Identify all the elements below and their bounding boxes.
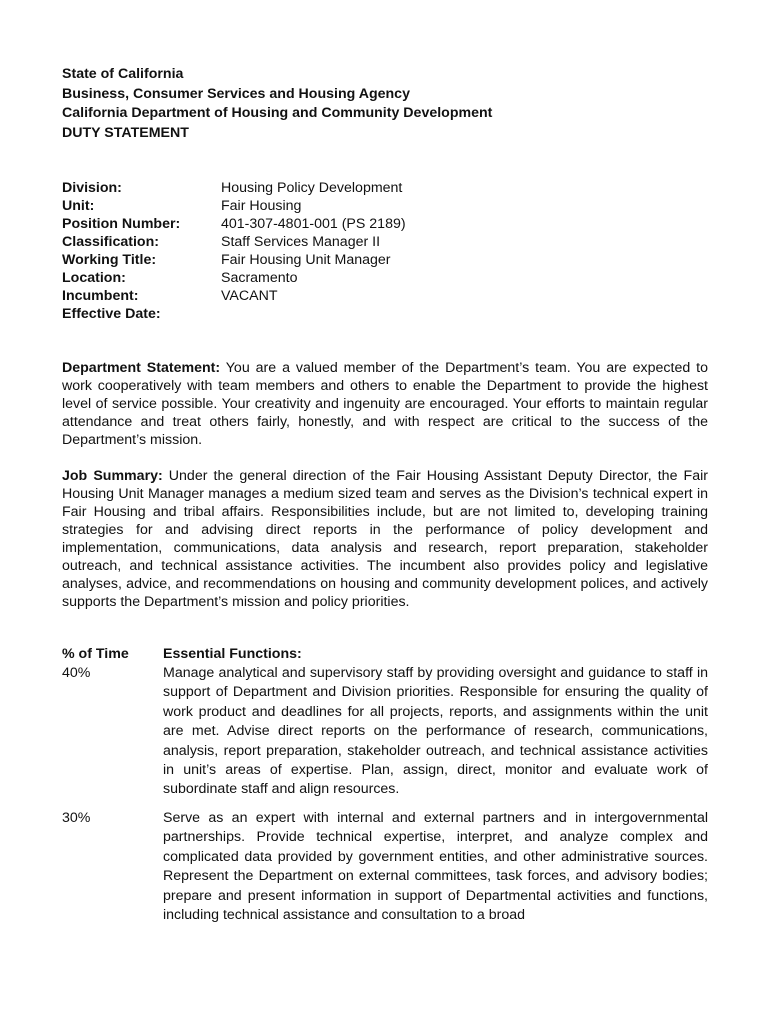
department-statement-text: You are a valued member of the Department’s team. You are expected to work cooperatively with team members and others to enable the Department to provide the highest level of service possible. Your creativity and ingenuity are encouraged. Your efforts to maintain regular attendance and treat others fairly, honestly, and with respect are critical to the success of the Department’s mission. [62,360,708,448]
info-label: Incumbent: [62,288,139,304]
header-department: California Department of Housing and Community Development [62,105,493,121]
header-state: State of California [62,66,184,82]
info-label: Location: [62,270,126,286]
department-statement [62,359,708,449]
function-item [62,664,708,800]
info-label: Classification: [62,234,159,250]
info-value: Staff Services Manager II [221,234,381,250]
functions-header [62,645,302,664]
position-info [62,179,406,323]
job-summary-label: Job Summary: [62,468,163,484]
info-label: Working Title: [62,252,157,268]
info-row-incumbent [62,287,406,305]
info-row-effective-date [62,305,406,323]
document-header [62,65,492,143]
header-agency: Business, Consumer Services and Housing Agency [62,85,410,102]
info-row-unit [62,197,406,215]
info-row-working-title [62,251,406,269]
info-row-position-number [62,215,406,233]
info-label: Unit: [62,198,95,214]
header-title: DUTY STATEMENT [62,124,189,141]
function-item [62,809,708,925]
percent-time-heading: % of Time [62,646,129,662]
essential-functions-heading: Essential Functions: [163,646,302,662]
function-percent: 30% [62,810,91,826]
info-value: VACANT [221,288,278,304]
info-label: Division: [62,180,122,196]
function-text: Serve as an expert with internal and external partners and in intergovernmental partnerships. Provide technical expertise, interpret, and analyze complex and complicated data provided by government entities, and other administrative sources. Represent the Department on external committees, task forces, and advisory bodies; prepare and present information in support of Departmental activities and functions, including technical assistance and consultation to a broad [163,810,708,924]
info-label: Position Number: [62,216,181,232]
info-row-location [62,269,406,287]
info-value: Fair Housing [221,198,302,214]
job-summary-text: Under the general direction of the Fair Housing Assistant Deputy Director, the Fair Housing Unit Manager manages a medium sized team and serves as the Division’s technical expert in Fair Housing and tribal affairs. Responsibilities include, but are not limited to, developing training strategies for and advising direct reports in the performance of policy development and implementation, communications, data analysis and research, report preparation, stakeholder outreach, and technical assistance activities. The incumbent also provides policy and legislative analyses, advice, and recommendations on housing and community development polices, and actively supports the Department’s mission and policy priorities. [62,468,708,610]
info-row-division [62,179,406,197]
info-value: 401-307-4801-001 (PS 2189) [221,216,406,232]
department-statement-label: Department Statement: [62,360,221,376]
info-row-classification [62,233,406,251]
job-summary [62,467,708,611]
function-percent: 40% [62,665,91,681]
function-text: Manage analytical and supervisory staff by providing oversight and guidance to staff in support of Department and Division priorities. Responsible for ensuring the quality of work product and deadlines for all projects, reports, and assignments within the unit are met. Advise direct reports on the performance of research, communications, analysis, report preparation, stakeholder outreach, and technical assistance activities in unit’s areas of expertise. Plan, assign, direct, monitor and evaluate work of subordinate staff and align resources. [163,665,708,798]
info-label: Effective Date: [62,306,161,322]
info-value: Fair Housing Unit Manager [221,252,391,268]
info-value: Sacramento [221,270,298,286]
info-value: Housing Policy Development [221,180,403,196]
